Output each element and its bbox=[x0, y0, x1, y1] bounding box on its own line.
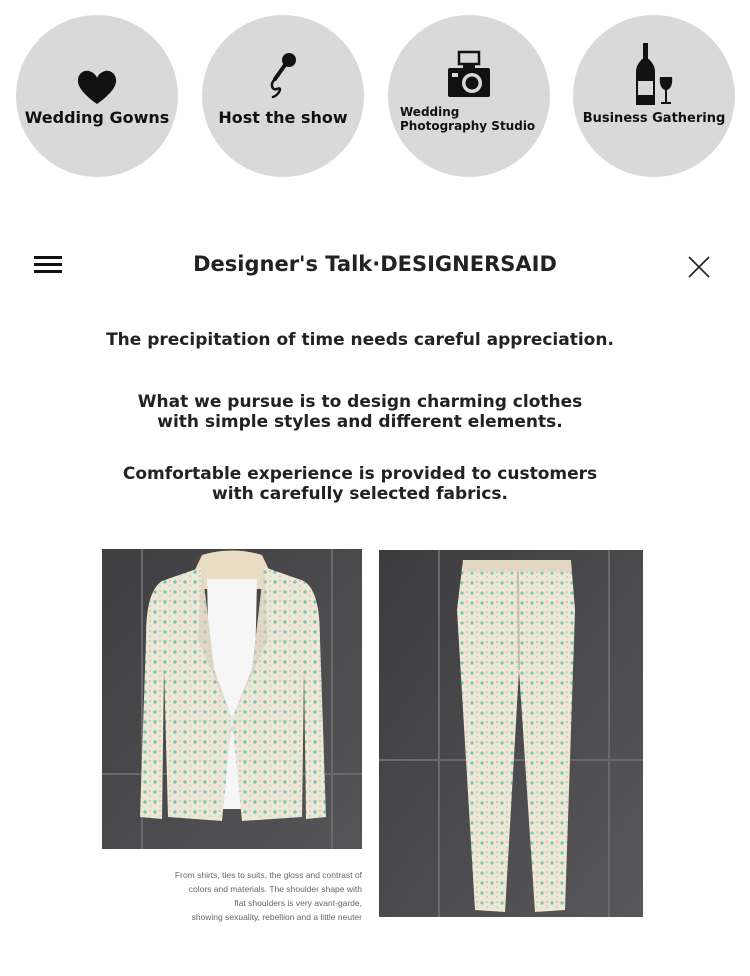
occasion-label: Wedding Photography Studio bbox=[400, 105, 536, 133]
microphone-icon bbox=[202, 51, 364, 101]
occasion-host-the-show[interactable] bbox=[202, 15, 364, 177]
caption-line: showing sexuality, rebellion and a little neuter bbox=[191, 912, 362, 922]
occasion-wedding-gowns[interactable] bbox=[16, 15, 178, 177]
occasion-wedding-photography-studio[interactable] bbox=[388, 15, 550, 177]
intro-line-1: The precipitation of time needs careful appreciation. bbox=[106, 330, 614, 350]
caption-line: From shirts, ties to suits, the gloss and contrast of bbox=[174, 870, 362, 880]
occasion-label: Host the show bbox=[218, 108, 348, 127]
occasion-label: Wedding Gowns bbox=[24, 108, 170, 127]
intro-line-2b: with simple styles and different elements. bbox=[157, 412, 563, 432]
page-title: Designer's Talk·DESIGNERSAID bbox=[193, 252, 557, 276]
camera-icon bbox=[388, 50, 550, 100]
suit-trousers-image bbox=[379, 550, 643, 917]
intro-line-3a: Comfortable experience is provided to customers bbox=[122, 464, 598, 484]
wine-bottle-icon bbox=[573, 43, 735, 107]
close-icon[interactable] bbox=[687, 255, 711, 279]
jacket-caption bbox=[150, 868, 362, 924]
suit-jacket-image bbox=[102, 549, 362, 849]
heart-icon bbox=[16, 70, 178, 106]
occasion-label: Business Gathering bbox=[582, 111, 726, 126]
caption-line: colors and materials. The shoulder shape with bbox=[188, 884, 362, 894]
intro-line-2a: What we pursue is to design charming clothes bbox=[137, 392, 583, 412]
intro-line-3b: with carefully selected fabrics. bbox=[211, 484, 509, 504]
caption-line: flat shoulders is very avant-garde, bbox=[234, 898, 362, 908]
occasion-business-gathering[interactable] bbox=[573, 15, 735, 177]
